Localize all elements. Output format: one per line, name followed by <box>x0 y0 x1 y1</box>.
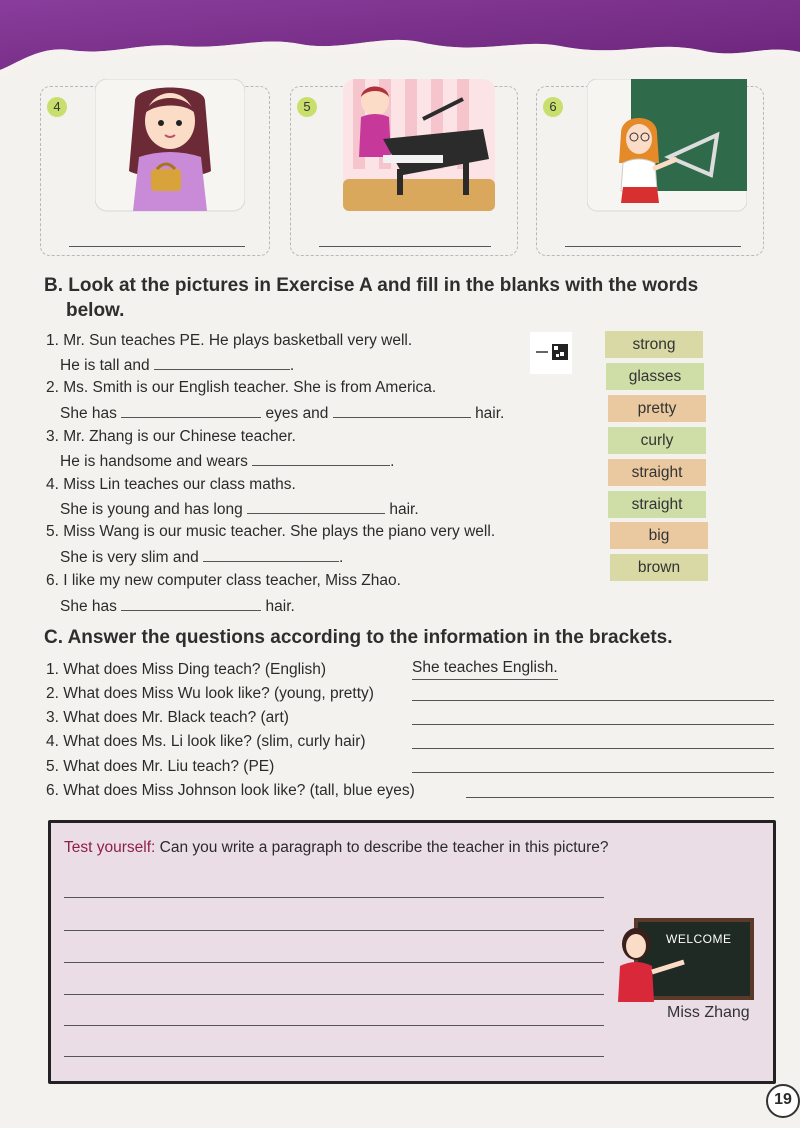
writing-line[interactable] <box>64 994 604 995</box>
picture-card-6 <box>536 86 764 256</box>
c-answer-line-3[interactable] <box>412 724 774 725</box>
test-yourself-prompt: Test yourself: Can you write a paragraph to describe the teacher in this picture? <box>64 839 609 856</box>
c-question-2: 2. What does Miss Wu look like? (young, pretty) <box>46 685 374 702</box>
b-item-1-line2: He is tall and . <box>60 357 295 374</box>
c-question-4: 4. What does Ms. Li look like? (slim, curly hair) <box>46 733 366 750</box>
writing-line[interactable] <box>64 1056 604 1057</box>
answer-line[interactable] <box>69 246 245 247</box>
b-item-4-line1: 4. Miss Lin teaches our class maths. <box>46 476 296 493</box>
page-number: 19 <box>766 1084 800 1118</box>
writing-line[interactable] <box>64 930 604 931</box>
c-question-3: 3. What does Mr. Black teach? (art) <box>46 709 289 726</box>
writing-line[interactable] <box>64 1025 604 1026</box>
word-bank-item: straight <box>608 491 706 518</box>
picture-card-5 <box>290 86 518 256</box>
fill-blank[interactable] <box>252 451 390 466</box>
qr-code-icon[interactable] <box>530 332 572 374</box>
writing-line[interactable] <box>64 897 604 898</box>
fill-blank[interactable] <box>121 403 261 418</box>
word-bank-item: glasses <box>606 363 704 390</box>
b-item-2-line2: She has eyes and hair. <box>60 405 505 422</box>
b-item-6-line2: She has hair. <box>60 598 295 615</box>
b-item-3-line2: He is handsome and wears . <box>60 453 395 470</box>
card-number-badge: 6 <box>543 97 563 117</box>
word-bank-item: curly <box>608 427 706 454</box>
fill-blank[interactable] <box>333 403 471 418</box>
writing-line[interactable] <box>64 962 604 963</box>
b-item-4-line2: She is young and has long hair. <box>60 501 419 518</box>
top-banner <box>0 0 800 90</box>
c-question-6: 6. What does Miss Johnson look like? (tall, blue eyes) <box>46 782 415 799</box>
c-answer-line-2[interactable] <box>412 700 774 701</box>
answer-line[interactable] <box>319 246 491 247</box>
b-item-5-line2: She is very slim and . <box>60 549 344 566</box>
b-item-1-line1: 1. Mr. Sun teaches PE. He plays basketball very well. <box>46 332 413 349</box>
c-question-1: 1. What does Miss Ding teach? (English) <box>46 661 326 678</box>
teacher-at-blackboard-illustration <box>587 79 747 219</box>
card-number-badge: 4 <box>47 97 67 117</box>
teacher-with-bag-illustration <box>95 79 245 219</box>
b-item-5-line1: 5. Miss Wang is our music teacher. She plays the piano very well. <box>46 523 496 540</box>
answer-line[interactable] <box>565 246 741 247</box>
girl-playing-piano-illustration <box>343 79 495 219</box>
test-yourself-label: Test yourself: <box>64 839 156 856</box>
section-b-heading: B. Look at the pictures in Exercise A and fill in the blanks with the words below. <box>44 275 699 321</box>
c-answer-1[interactable]: She teaches English. <box>412 658 558 680</box>
fill-blank[interactable] <box>203 547 339 562</box>
word-bank-item: big <box>610 522 708 549</box>
fill-blank[interactable] <box>154 355 290 370</box>
c-answer-line-5[interactable] <box>412 772 774 773</box>
teacher-caption: Miss Zhang <box>667 1004 750 1021</box>
card-number-badge: 5 <box>297 97 317 117</box>
b-item-2-line1: 2. Ms. Smith is our English teacher. She is from America. <box>46 379 437 396</box>
c-answer-line-6[interactable] <box>466 797 774 798</box>
word-bank-item: pretty <box>608 395 706 422</box>
fill-blank[interactable] <box>121 596 261 611</box>
word-bank-item: strong <box>605 331 703 358</box>
picture-card-4 <box>40 86 270 256</box>
section-c-heading: C. Answer the questions according to the information in the brackets. <box>44 627 673 648</box>
fill-blank[interactable] <box>247 499 385 514</box>
board-text: WELCOME <box>666 932 732 946</box>
c-question-5: 5. What does Mr. Liu teach? (PE) <box>46 758 275 775</box>
b-item-6-line1: 6. I like my new computer class teacher, Miss Zhao. <box>46 572 401 589</box>
word-bank-item: brown <box>610 554 708 581</box>
c-answer-line-4[interactable] <box>412 748 774 749</box>
b-item-3-line1: 3. Mr. Zhang is our Chinese teacher. <box>46 428 296 445</box>
miss-zhang-illustration <box>614 914 758 1010</box>
word-bank-item: straight <box>608 459 706 486</box>
